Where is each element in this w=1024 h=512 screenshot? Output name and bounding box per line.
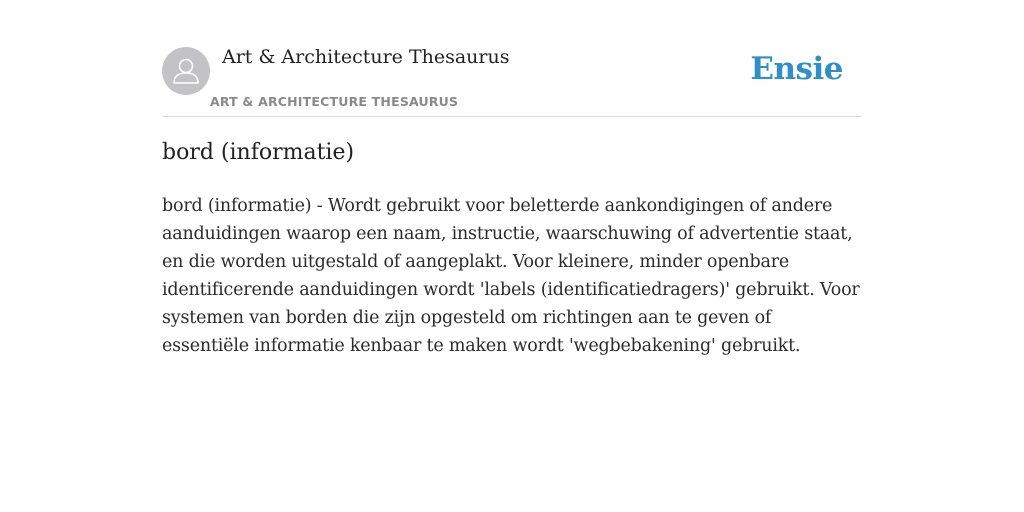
entry-definition: bord (informatie) - Wordt gebruikt voor beletterde aankondigingen of andere aanduidingen waarop een naam, instructie, waarschuwing of advertentie staat, en die worden uitgestald of aangeplakt. Voor kleinere, minder openbare identificerende aanduidingen wordt 'labels (identificatiedragers)' gebruikt. Voor systemen van borden die zijn opgesteld om richtingen aan te geven of essentiële informatie kenbaar te maken wordt 'wegbebakening' gebruikt. <box>162 196 860 356</box>
entry-term: bord (informatie) <box>162 140 355 165</box>
avatar[interactable] <box>162 47 210 95</box>
source-subtitle[interactable]: ART & ARCHITECTURE THESAURUS <box>210 94 459 109</box>
entry-header <box>162 46 862 117</box>
source-title[interactable]: Art & Architecture Thesaurus <box>222 46 510 68</box>
ensie-logo[interactable]: Ensie <box>750 51 843 87</box>
user-icon <box>162 47 210 95</box>
